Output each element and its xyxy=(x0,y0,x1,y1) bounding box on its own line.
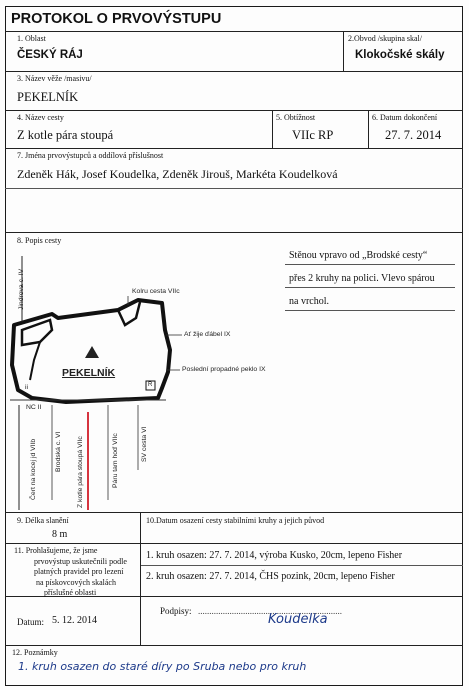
route-label: Čert na kocej jd VIIb xyxy=(30,438,37,500)
delka-label: 9. Délka slanění xyxy=(17,516,69,525)
datum-dokonceni-label: 6. Datum dokončení xyxy=(372,113,438,122)
podpisy-dots: ................................................................ xyxy=(198,606,342,616)
prohlaseni-text: 11. Prohlašujeme, že jsme prvovýstup uskutečnili podle platných pravidel pro lezení na pískovcových skalách příslušné oblasti xyxy=(14,546,127,597)
poznamky-value: 1. kruh osazen do staré díry po Sruba nebo pro kruh xyxy=(18,660,307,673)
oblast-label: 1. Oblast xyxy=(17,34,46,43)
datum-dokonceni-value: 27. 7. 2014 xyxy=(385,128,442,142)
oblast-value: ČESKÝ RÁJ xyxy=(17,49,83,61)
route-label: Brodská c. VI xyxy=(55,431,62,472)
popis-line-1: Stěnou vpravo od „Brodské cesty“ xyxy=(289,250,428,261)
jmena-label: 7. Jména prvovýstupců a oddílová příslušnost xyxy=(17,151,164,160)
vez-value: PEKELNÍK xyxy=(17,90,79,104)
route-label: Ať žije ďábel IX xyxy=(184,331,231,338)
obtiznost-label: 5. Obtížnost xyxy=(276,113,316,122)
route-label: Poslední propadné peklo IX xyxy=(182,366,266,373)
jmena-value: Zdeněk Hák, Josef Koudelka, Zdeněk Jirouš, Markéta Koudelková xyxy=(17,167,338,181)
popis-line-3: na vrchol. xyxy=(289,296,329,307)
route-label: Z kotle pára stoupá VIIc xyxy=(77,436,84,508)
podpisy-label: Podpisy: xyxy=(160,606,192,616)
datum-value: 5. 12. 2014 xyxy=(52,615,97,626)
route-label: Jindrova c. IV xyxy=(18,268,25,310)
osazeni-row-1: 1. kruh osazen: 27. 7. 2014, výroba Kusko, 20cm, lepeno Fisher xyxy=(146,550,403,561)
summit-icon xyxy=(85,346,99,358)
route-label: Kolru cesta VIIc xyxy=(132,288,180,295)
route-label: SV cesta VI xyxy=(141,426,148,462)
tower-label: PEKELNÍK xyxy=(62,367,116,379)
form-title: PROTOKOL O PRVOVÝSTUPU xyxy=(11,11,222,27)
signature: Koudelka xyxy=(268,612,328,627)
tower-crack xyxy=(30,342,40,380)
route-label: NC II xyxy=(26,404,42,411)
datum-label: Datum: xyxy=(17,617,44,627)
tower-ledge xyxy=(22,320,52,345)
popis-label: 8. Popis cesty xyxy=(17,236,62,245)
cesta-label: 4. Název cesty xyxy=(17,113,64,122)
vez-label: 3. Název věže /masivu/ xyxy=(17,74,92,83)
poznamky-label: 12. Poznámky xyxy=(12,648,58,657)
route-label: ii xyxy=(25,384,29,391)
route-label: R xyxy=(148,382,153,388)
obvod-label: 2.Obvod /skupina skal/ xyxy=(348,34,422,43)
route-label: Páru tam hoď VIIc xyxy=(112,433,119,488)
osazeni-label: 10.Datum osazení cesty stabilními kruhy a jejich původ xyxy=(146,516,325,525)
obvod-value: Klokočské skály xyxy=(355,49,445,61)
cesta-value: Z kotle pára stoupá xyxy=(17,128,114,142)
popis-line-2: přes 2 kruhy na polici. Vlevo spárou xyxy=(289,273,435,284)
obtiznost-value: VIIc RP xyxy=(292,128,334,142)
delka-value: 8 m xyxy=(52,529,68,540)
osazeni-row-2: 2. kruh osazen: 27. 7. 2014, ČHS pozink, 20cm, lepeno Fisher xyxy=(146,571,395,582)
